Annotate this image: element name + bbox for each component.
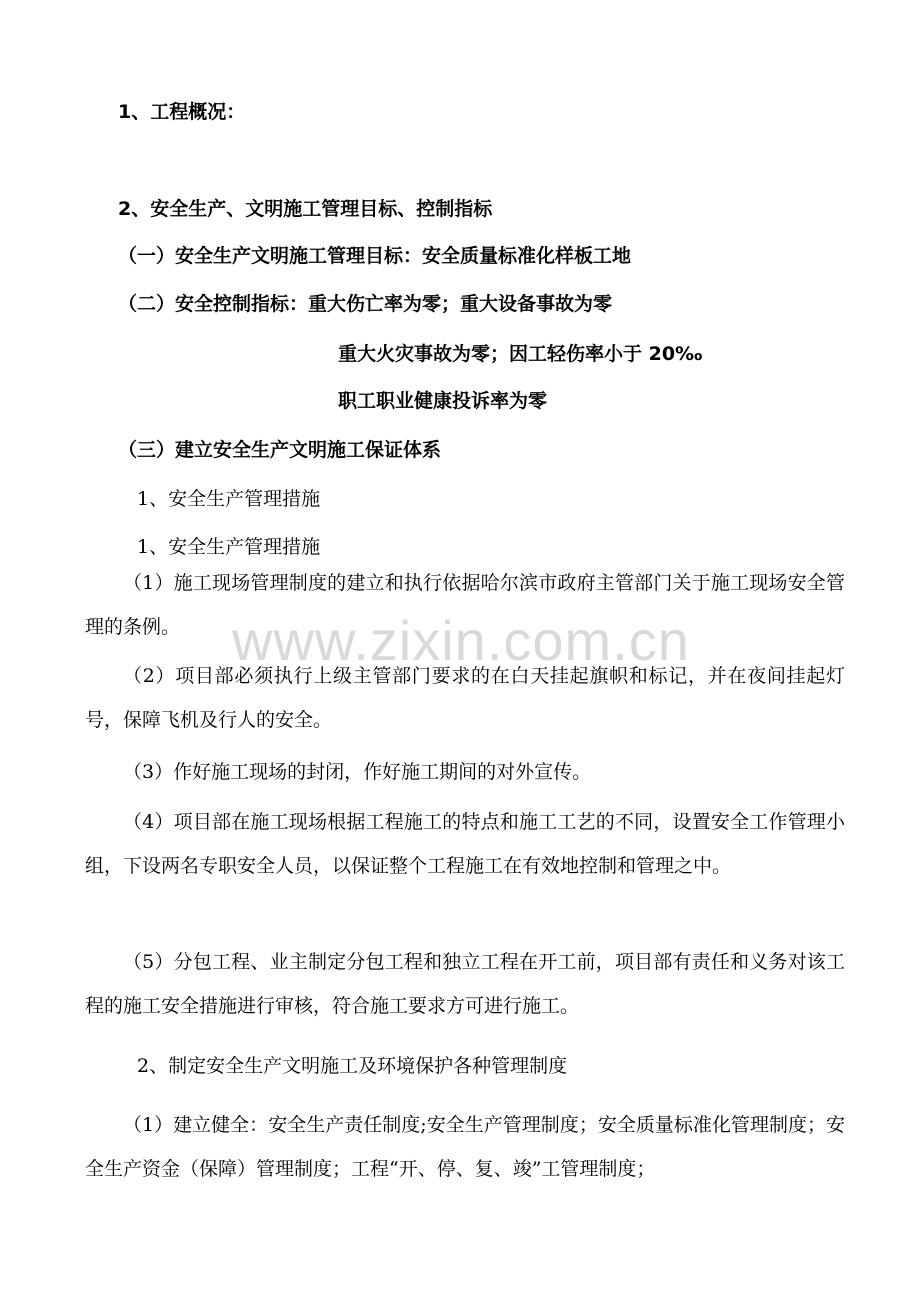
watermark: www.zixin.com.cn: [232, 609, 690, 672]
paragraph-2: （2）项目部必须执行上级主管部门要求的在白天挂起旗帜和标记，并在夜间挂起灯号，保障飞机及行人的安全。: [85, 665, 845, 731]
subheading-safety-measures-repeat: 1、安全生产管理措施: [137, 536, 321, 558]
safety-indicators-line-3: 职工职业健康投诉率为零: [338, 390, 548, 412]
paragraph-systems: （1）建立健全：安全生产责任制度;安全生产管理制度；安全质量标准化管理制度；安全生产资金（保障）管理制度；工程“开、停、复、竣”工管理制度；: [85, 1114, 845, 1180]
subheading-management-systems: 2、制定安全生产文明施工及环境保护各种管理制度: [137, 1055, 568, 1077]
management-goal: （一）安全生产文明施工管理目标：安全质量标准化样板工地: [118, 245, 632, 267]
heading-guarantee-system: （三）建立安全生产文明施工保证体系: [118, 439, 442, 461]
safety-indicators-line-2: 重大火灾事故为零；因工轻伤率小于 20‰: [338, 343, 703, 365]
paragraph-4: （4）项目部在施工现场根据工程施工的特点和施工工艺的不同，设置安全工作管理小组，下设两名专职安全人员，以保证整个工程施工在有效地控制和管理之中。: [85, 811, 845, 877]
paragraph-3: （3）作好施工现场的封闭，作好施工期间的对外宣传。: [123, 761, 592, 783]
heading-safety-goals: 2、安全生产、文明施工管理目标、控制指标: [118, 198, 493, 220]
safety-indicators-line-1: （二）安全控制指标：重大伤亡率为零；重大设备事故为零: [118, 293, 613, 315]
paragraph-1: （1）施工现场管理制度的建立和执行依据哈尔滨市政府主管部门关于施工现场安全管理的条例。: [85, 572, 845, 638]
heading-project-overview: 1、工程概况：: [118, 101, 246, 123]
paragraph-5: （5）分包工程、业主制定分包工程和独立工程在开工前，项目部有责任和义务对该工程的施工安全措施进行审核，符合施工要求方可进行施工。: [85, 951, 845, 1017]
subheading-safety-measures: 1、安全生产管理措施: [137, 488, 321, 510]
